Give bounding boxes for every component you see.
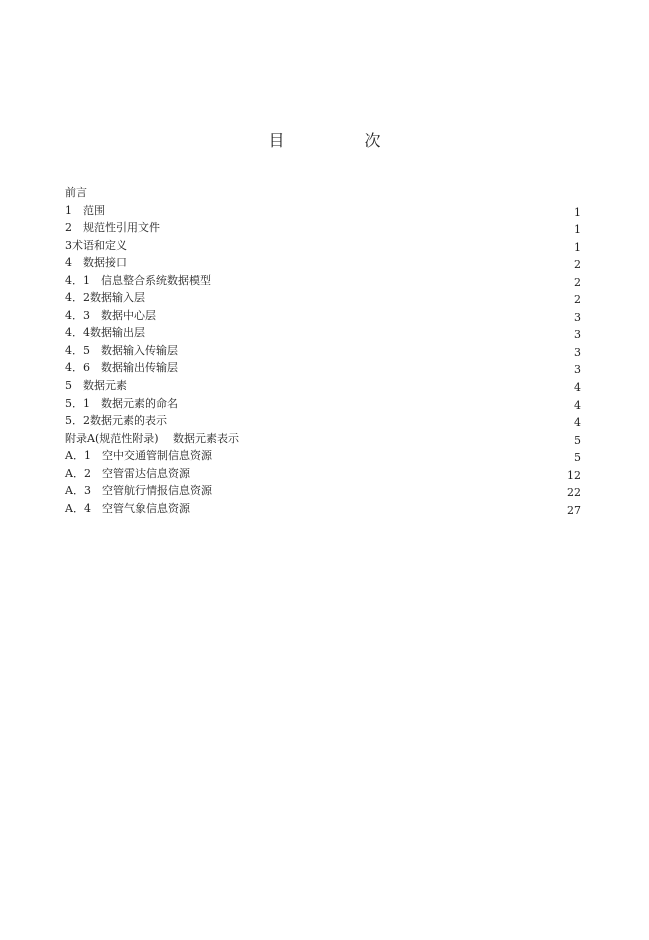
toc-entry-page: 22 — [567, 486, 581, 500]
toc-entry-page: 2 — [574, 275, 581, 289]
toc-entry-page: 3 — [574, 310, 581, 324]
toc-entry-foreword[interactable] — [65, 184, 581, 202]
toc-entry-page: 2 — [574, 258, 581, 272]
toc-entry-page: 4 — [574, 416, 581, 430]
toc-entry-label: A．1 空中交通管制信息资源 — [65, 449, 212, 463]
toc-entry-5-1[interactable] — [65, 395, 581, 413]
toc-entry-a-3[interactable] — [65, 482, 581, 500]
toc-entry-label: A．2 空管雷达信息资源 — [65, 466, 190, 480]
toc-entry-label: 4．2数据输入层 — [65, 291, 145, 305]
toc-entry-page: 3 — [574, 363, 581, 377]
toc-entry-page: 1 — [574, 205, 581, 219]
toc-entry-4[interactable] — [65, 254, 581, 272]
toc-entry-page: 3 — [574, 345, 581, 359]
table-of-contents — [65, 184, 581, 517]
toc-entry-appendix-a[interactable] — [65, 430, 581, 448]
toc-entry-4-4[interactable] — [65, 324, 581, 342]
toc-entry-label: 5 数据元素 — [65, 379, 127, 393]
toc-entry-4-5[interactable] — [65, 342, 581, 360]
toc-entry-page: 3 — [574, 328, 581, 342]
toc-entry-label: 4．1 信息整合系统数据模型 — [65, 273, 211, 287]
toc-entry-a-1[interactable] — [65, 447, 581, 465]
toc-entry-page: 1 — [574, 240, 581, 254]
toc-entry-label: 附录A(规范性附录) 数据元素表示 — [65, 431, 240, 445]
toc-entry-page: 5 — [574, 433, 581, 447]
toc-entry-label: 4．3 数据中心层 — [65, 308, 156, 322]
toc-entry-2[interactable] — [65, 219, 581, 237]
toc-entry-label: 前言 — [65, 186, 87, 199]
toc-entry-label: 1 范围 — [65, 203, 105, 217]
toc-entry-label: 4．4数据输出层 — [65, 326, 145, 340]
toc-entry-page: 4 — [574, 381, 581, 395]
toc-entry-a-4[interactable] — [65, 500, 581, 518]
toc-entry-label: 4．6 数据输出传输层 — [65, 361, 178, 375]
toc-entry-page: 1 — [574, 223, 581, 237]
toc-entry-label: A．4 空管气象信息资源 — [65, 501, 190, 515]
toc-title: 目 次 — [268, 131, 413, 150]
toc-entry-label: 3术语和定义 — [65, 238, 127, 252]
toc-entry-page: 2 — [574, 293, 581, 307]
toc-entry-label: 5．2数据元素的表示 — [65, 414, 167, 428]
toc-entry-label: 5．1 数据元素的命名 — [65, 396, 178, 410]
toc-entry-5-2[interactable] — [65, 412, 581, 430]
toc-entry-label: 4．5 数据输入传输层 — [65, 343, 178, 357]
toc-entry-label: A．3 空管航行情报信息资源 — [65, 484, 212, 498]
toc-entry-page: 27 — [567, 503, 581, 517]
toc-entry-label: 4 数据接口 — [65, 256, 127, 270]
toc-entry-4-2[interactable] — [65, 289, 581, 307]
toc-entry-4-1[interactable] — [65, 272, 581, 290]
toc-entry-4-3[interactable] — [65, 307, 581, 325]
toc-entry-1[interactable] — [65, 202, 581, 220]
toc-entry-4-6[interactable] — [65, 359, 581, 377]
toc-entry-page: 5 — [574, 451, 581, 465]
toc-entry-3[interactable] — [65, 237, 581, 255]
toc-entry-5[interactable] — [65, 377, 581, 395]
toc-entry-page: 12 — [567, 468, 581, 482]
toc-entry-page: 4 — [574, 398, 581, 412]
toc-entry-a-2[interactable] — [65, 465, 581, 483]
toc-entry-label: 2 规范性引用文件 — [65, 221, 160, 235]
